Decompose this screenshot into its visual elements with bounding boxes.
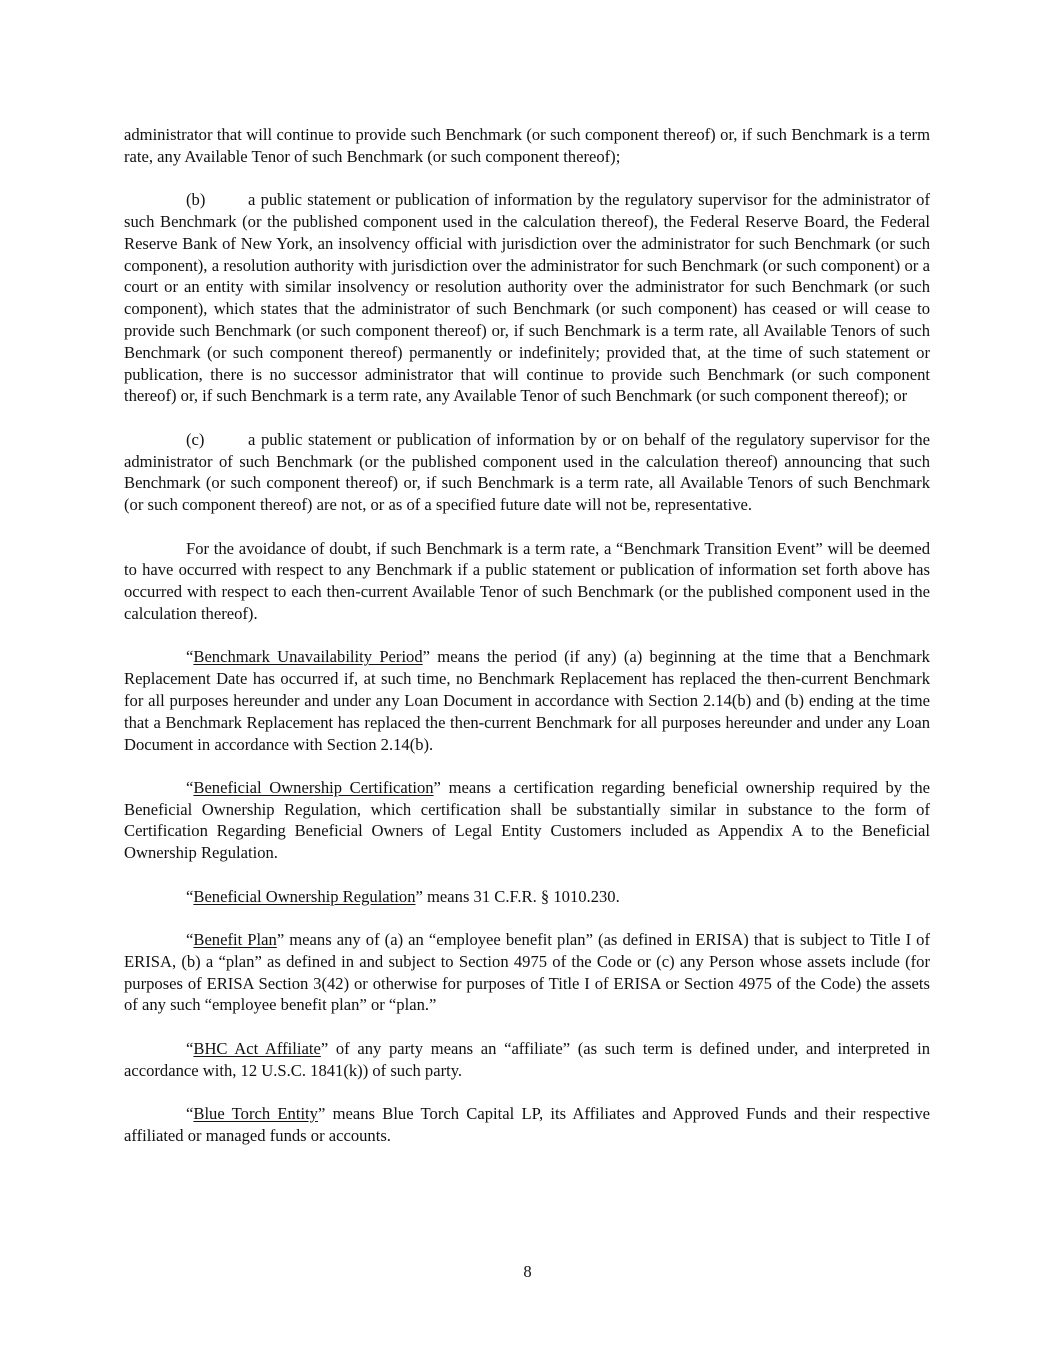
continuation-paragraph: administrator that will continue to provide such Benchmark (or such component thereof) or, if such Benchmark is a term rate, any Available Tenor of such Benchmark (or such component thereof);	[124, 125, 930, 166]
clause-b-paragraph	[124, 189, 930, 407]
defined-term: Benchmark Unavailability Period	[193, 647, 423, 667]
definition-paragraph: “Beneficial Ownership Regulation” means 31 C.F.R. § 1010.230.	[186, 886, 620, 906]
clause-c-paragraph	[124, 429, 930, 516]
clause-c-text: a public statement or publication of information by or on behalf of the regulatory supervisor for the administrator of such Benchmark (or the published component used in the calculation thereof) announcing that such Benchmark (or such component thereof) or, if such Benchmark is a term rate, all Available Tenors of such Benchmark (or such component thereof) are not, or as of a specified future date will not be, representative.	[124, 429, 930, 515]
defined-term: Blue Torch Entity	[193, 1104, 318, 1124]
defined-term: Benefit Plan	[193, 930, 277, 950]
clause-b-text: a public statement or publication of information by the regulatory supervisor for the administrator of such Benchmark (or the published component used in the calculation thereof), the Federal Reserve Board, the Federal Reserve Bank of New York, an insolvency official with jurisdiction over the administrator for such Benchmark (or such component), a resolution authority with jurisdiction over the administrator for such Benchmark (or such component) or a court or an entity with similar insolvency or resolution authority over the administrator for such Benchmark (or such component), which states that the administrator of such Benchmark (or such component) has ceased or will cease to provide such Benchmark (or such component thereof) or, if such Benchmark is a term rate, all Available Tenors of such Benchmark (or such component thereof) permanently or indefinitely; provided that, at the time of such statement or publication, there is no successor administrator that will continue to provide such Benchmark (or such component thereof) or, if such Benchmark is a term rate, any Available Tenor of such Benchmark (or such component thereof); or	[124, 190, 930, 406]
defined-term: Beneficial Ownership Certification	[193, 777, 434, 797]
page-number: 8	[523, 1262, 532, 1281]
definition-paragraph: “Beneficial Ownership Certification” means a certification regarding beneficial ownership required by the Beneficial Ownership Regulation, which certification shall be substantially similar in substance to the form of Certification Regarding Beneficial Owners of Legal Entity Customers included as Appendix A to the Beneficial Ownership Regulation.	[124, 777, 930, 863]
document-page	[124, 124, 930, 1168]
definition-paragraph: “Benefit Plan” means any of (a) an “employee benefit plan” (as defined in ERISA) that is subject to Title I of ERISA, (b) a “plan” as defined in and subject to Section 4975 of the Code or (c) any Person whose assets include (for purposes of ERISA Section 3(42) or otherwise for purposes of Title I of ERISA or Section 4975 of the Code) the assets of any such “employee benefit plan” or “plan.”	[124, 930, 930, 1015]
clause-b-label: (b)	[186, 190, 206, 210]
definition-text: ” means the period (if any) (a) beginning at the time that a Benchmark Replacement Date has occurred if, at such time, no Benchmark Replacement has replaced the then-current Benchmark for all purposes hereunder and under any Loan Document in accordance with Section 2.14(b) and (b) ending at the time that a Benchmark Replacement has replaced the then-current Benchmark for all purposes hereunder and under any Loan Document in accordance with Section 2.14(b).	[124, 647, 930, 754]
defined-term: BHC Act Affiliate	[193, 1038, 321, 1058]
definition-text: ” means a certification regarding beneficial ownership required by the Beneficial Ownership Regulation, which certification shall be substantially similar in substance to the form of Certification Regarding Beneficial Owners of Legal Entity Customers included as Appendix A to the Beneficial Ownership Regulation.	[124, 777, 930, 863]
definition-paragraph: “BHC Act Affiliate” of any party means an “affiliate” (as such term is defined under, and interpreted in accordance with, 12 U.S.C. 1841(k)) of such party.	[124, 1038, 930, 1080]
definition-text: ” means any of (a) an “employee benefit plan” (as defined in ERISA) that is subject to Title I of ERISA, (b) a “plan” as defined in and subject to Section 4975 of the Code or (c) any Person whose assets include (for purposes of ERISA Section 3(42) or otherwise for purposes of Title I of ERISA or Section 4975 of the Code) the assets of any such “employee benefit plan” or “plan.”	[124, 930, 930, 1015]
avoidance-paragraph: For the avoidance of doubt, if such Benchmark is a term rate, a “Benchmark Transition Event” will be deemed to have occurred with respect to any Benchmark if a public statement or publication of information set forth above has occurred with respect to each then-current Available Tenor of such Benchmark (or the published component used in the calculation thereof).	[124, 538, 930, 623]
definition-paragraph: “Blue Torch Entity” means Blue Torch Capital LP, its Affiliates and Approved Funds and their respective affiliated or managed funds or accounts.	[124, 1104, 930, 1145]
definition-text: ” means 31 C.F.R. § 1010.230.	[415, 886, 620, 906]
defined-term: Beneficial Ownership Regulation	[193, 886, 416, 906]
clause-c-label: (c)	[186, 429, 205, 449]
definition-text: ” means Blue Torch Capital LP, its Affiliates and Approved Funds and their respective affiliated or managed funds or accounts.	[124, 1104, 930, 1145]
definition-paragraph: “Benchmark Unavailability Period” means the period (if any) (a) beginning at the time that a Benchmark Replacement Date has occurred if, at such time, no Benchmark Replacement has replaced the then-current Benchmark for all purposes hereunder and under any Loan Document in accordance with Section 2.14(b) and (b) ending at the time that a Benchmark Replacement has replaced the then-current Benchmark for all purposes hereunder and under any Loan Document in accordance with Section 2.14(b).	[124, 647, 930, 754]
definition-text: ” of any party means an “affiliate” (as such term is defined under, and interpreted in accordance with, 12 U.S.C. 1841(k)) of such party.	[124, 1038, 930, 1080]
